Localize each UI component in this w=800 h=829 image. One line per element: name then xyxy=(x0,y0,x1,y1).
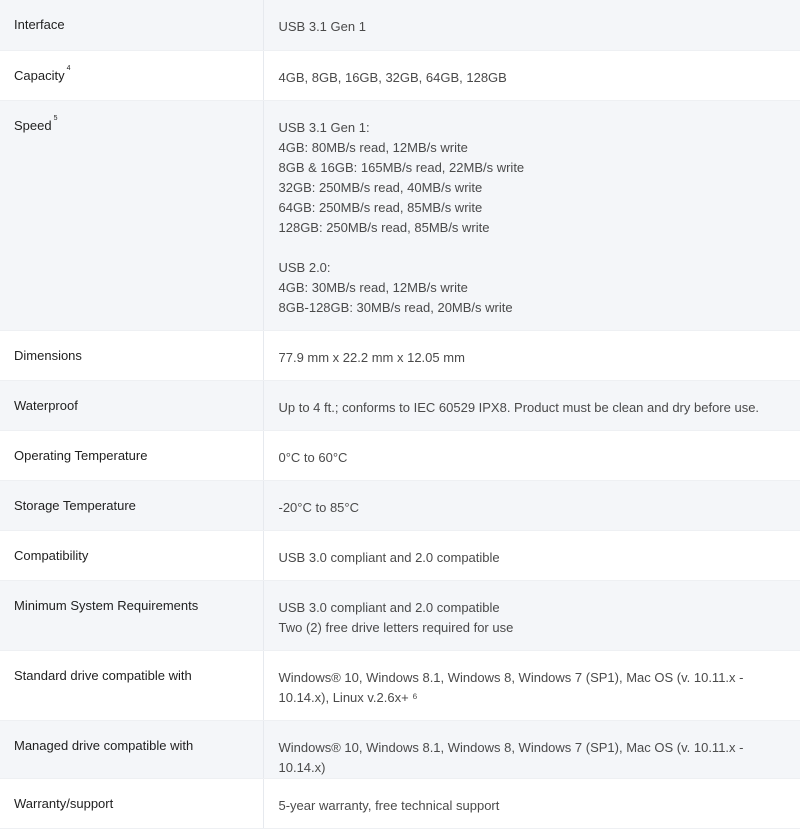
spec-row xyxy=(0,720,800,778)
spec-label-cell xyxy=(0,650,263,720)
spec-value-cell xyxy=(263,480,800,530)
spec-label-cell xyxy=(0,330,263,380)
spec-value-cell xyxy=(263,778,800,828)
spec-label-cell xyxy=(0,50,263,100)
spec-label-cell xyxy=(0,778,263,828)
spec-row xyxy=(0,330,800,380)
spec-label-cell xyxy=(0,100,263,330)
spec-label: Speed xyxy=(14,117,52,133)
spec-label-cell xyxy=(0,0,263,50)
spec-label: Compatibility xyxy=(14,547,89,563)
spec-row xyxy=(0,650,800,720)
spec-row xyxy=(0,430,800,480)
spec-label-cell xyxy=(0,580,263,650)
spec-value-line: USB 3.1 Gen 1: xyxy=(278,119,370,135)
spec-label: Storage Temperature xyxy=(14,497,136,513)
spec-value-line: 4GB: 80MB/s read, 12MB/s write xyxy=(278,139,468,155)
spec-label: Dimensions xyxy=(14,347,82,363)
spec-value-line: 32GB: 250MB/s read, 40MB/s write xyxy=(278,179,483,195)
spec-value-line: USB 3.0 compliant and 2.0 compatible xyxy=(278,599,500,615)
spec-row xyxy=(0,0,800,50)
spec-value-line: 4GB, 8GB, 16GB, 32GB, 64GB, 128GB xyxy=(278,69,507,85)
spec-value-line: Windows® 10, Windows 8.1, Windows 8, Windows 7 (SP1), Mac OS (v. 10.11.x - 10.14.x) xyxy=(278,739,744,775)
spec-value-line: 0°C to 60°C xyxy=(278,449,348,465)
spec-value-line: USB 3.1 Gen 1 xyxy=(278,19,366,34)
spec-value-line: 8GB-128GB: 30MB/s read, 20MB/s write xyxy=(278,299,513,315)
spec-value-cell xyxy=(263,650,800,720)
footnote-marker: 5 xyxy=(53,114,58,122)
spec-label-cell xyxy=(0,430,263,480)
spec-value-cell xyxy=(263,530,800,580)
spec-value-cell xyxy=(263,0,800,50)
spec-value-cell xyxy=(263,720,800,778)
footnote-marker: 4 xyxy=(66,64,71,72)
spec-value-line: -20°C to 85°C xyxy=(278,499,359,515)
spec-label-cell xyxy=(0,380,263,430)
spec-label: Operating Temperature xyxy=(14,447,148,463)
spec-value-line: 64GB: 250MB/s read, 85MB/s write xyxy=(278,199,483,215)
spec-value-cell xyxy=(263,330,800,380)
spec-label-cell xyxy=(0,480,263,530)
spec-label-cell xyxy=(0,530,263,580)
spec-row xyxy=(0,100,800,330)
spec-value-line xyxy=(279,238,781,258)
spec-value-line: 4GB: 30MB/s read, 12MB/s write xyxy=(278,279,468,295)
spec-row xyxy=(0,480,800,530)
spec-row xyxy=(0,580,800,650)
spec-value-cell xyxy=(263,100,800,330)
spec-value-line: Up to 4 ft.; conforms to IEC 60529 IPX8. Product must be clean and dry before use. xyxy=(278,399,760,415)
spec-row xyxy=(0,380,800,430)
spec-label: Managed drive compatible with xyxy=(14,737,194,753)
spec-label: Capacity xyxy=(14,67,65,83)
spec-value-line: Two (2) free drive letters required for use xyxy=(278,619,514,635)
spec-value-line: 128GB: 250MB/s read, 85MB/s write xyxy=(278,219,490,235)
spec-label-cell xyxy=(0,720,263,778)
spec-value-cell xyxy=(263,430,800,480)
spec-row xyxy=(0,530,800,580)
spec-value-cell xyxy=(263,380,800,430)
spec-value-line: USB 3.0 compliant and 2.0 compatible xyxy=(278,549,500,565)
spec-label: Minimum System Requirements xyxy=(14,597,199,613)
spec-value-line: 8GB & 16GB: 165MB/s read, 22MB/s write xyxy=(278,159,525,175)
spec-label: Standard drive compatible with xyxy=(14,667,192,683)
spec-value-line: USB 2.0: xyxy=(278,259,331,275)
spec-value-line: Windows® 10, Windows 8.1, Windows 8, Windows 7 (SP1), Mac OS (v. 10.11.x - 10.14.x), Linux v.2.6x+ ⁶ xyxy=(278,669,744,705)
spec-label: Interface xyxy=(14,17,65,32)
spec-label: Warranty/support xyxy=(14,795,114,811)
spec-value-line: 5-year warranty, free technical support xyxy=(278,797,500,813)
spec-value-cell xyxy=(263,50,800,100)
spec-value-cell xyxy=(263,580,800,650)
spec-row xyxy=(0,778,800,828)
spec-label: Waterproof xyxy=(14,397,78,413)
spec-value-line: 77.9 mm x 22.2 mm x 12.05 mm xyxy=(278,349,465,365)
spec-row xyxy=(0,50,800,100)
